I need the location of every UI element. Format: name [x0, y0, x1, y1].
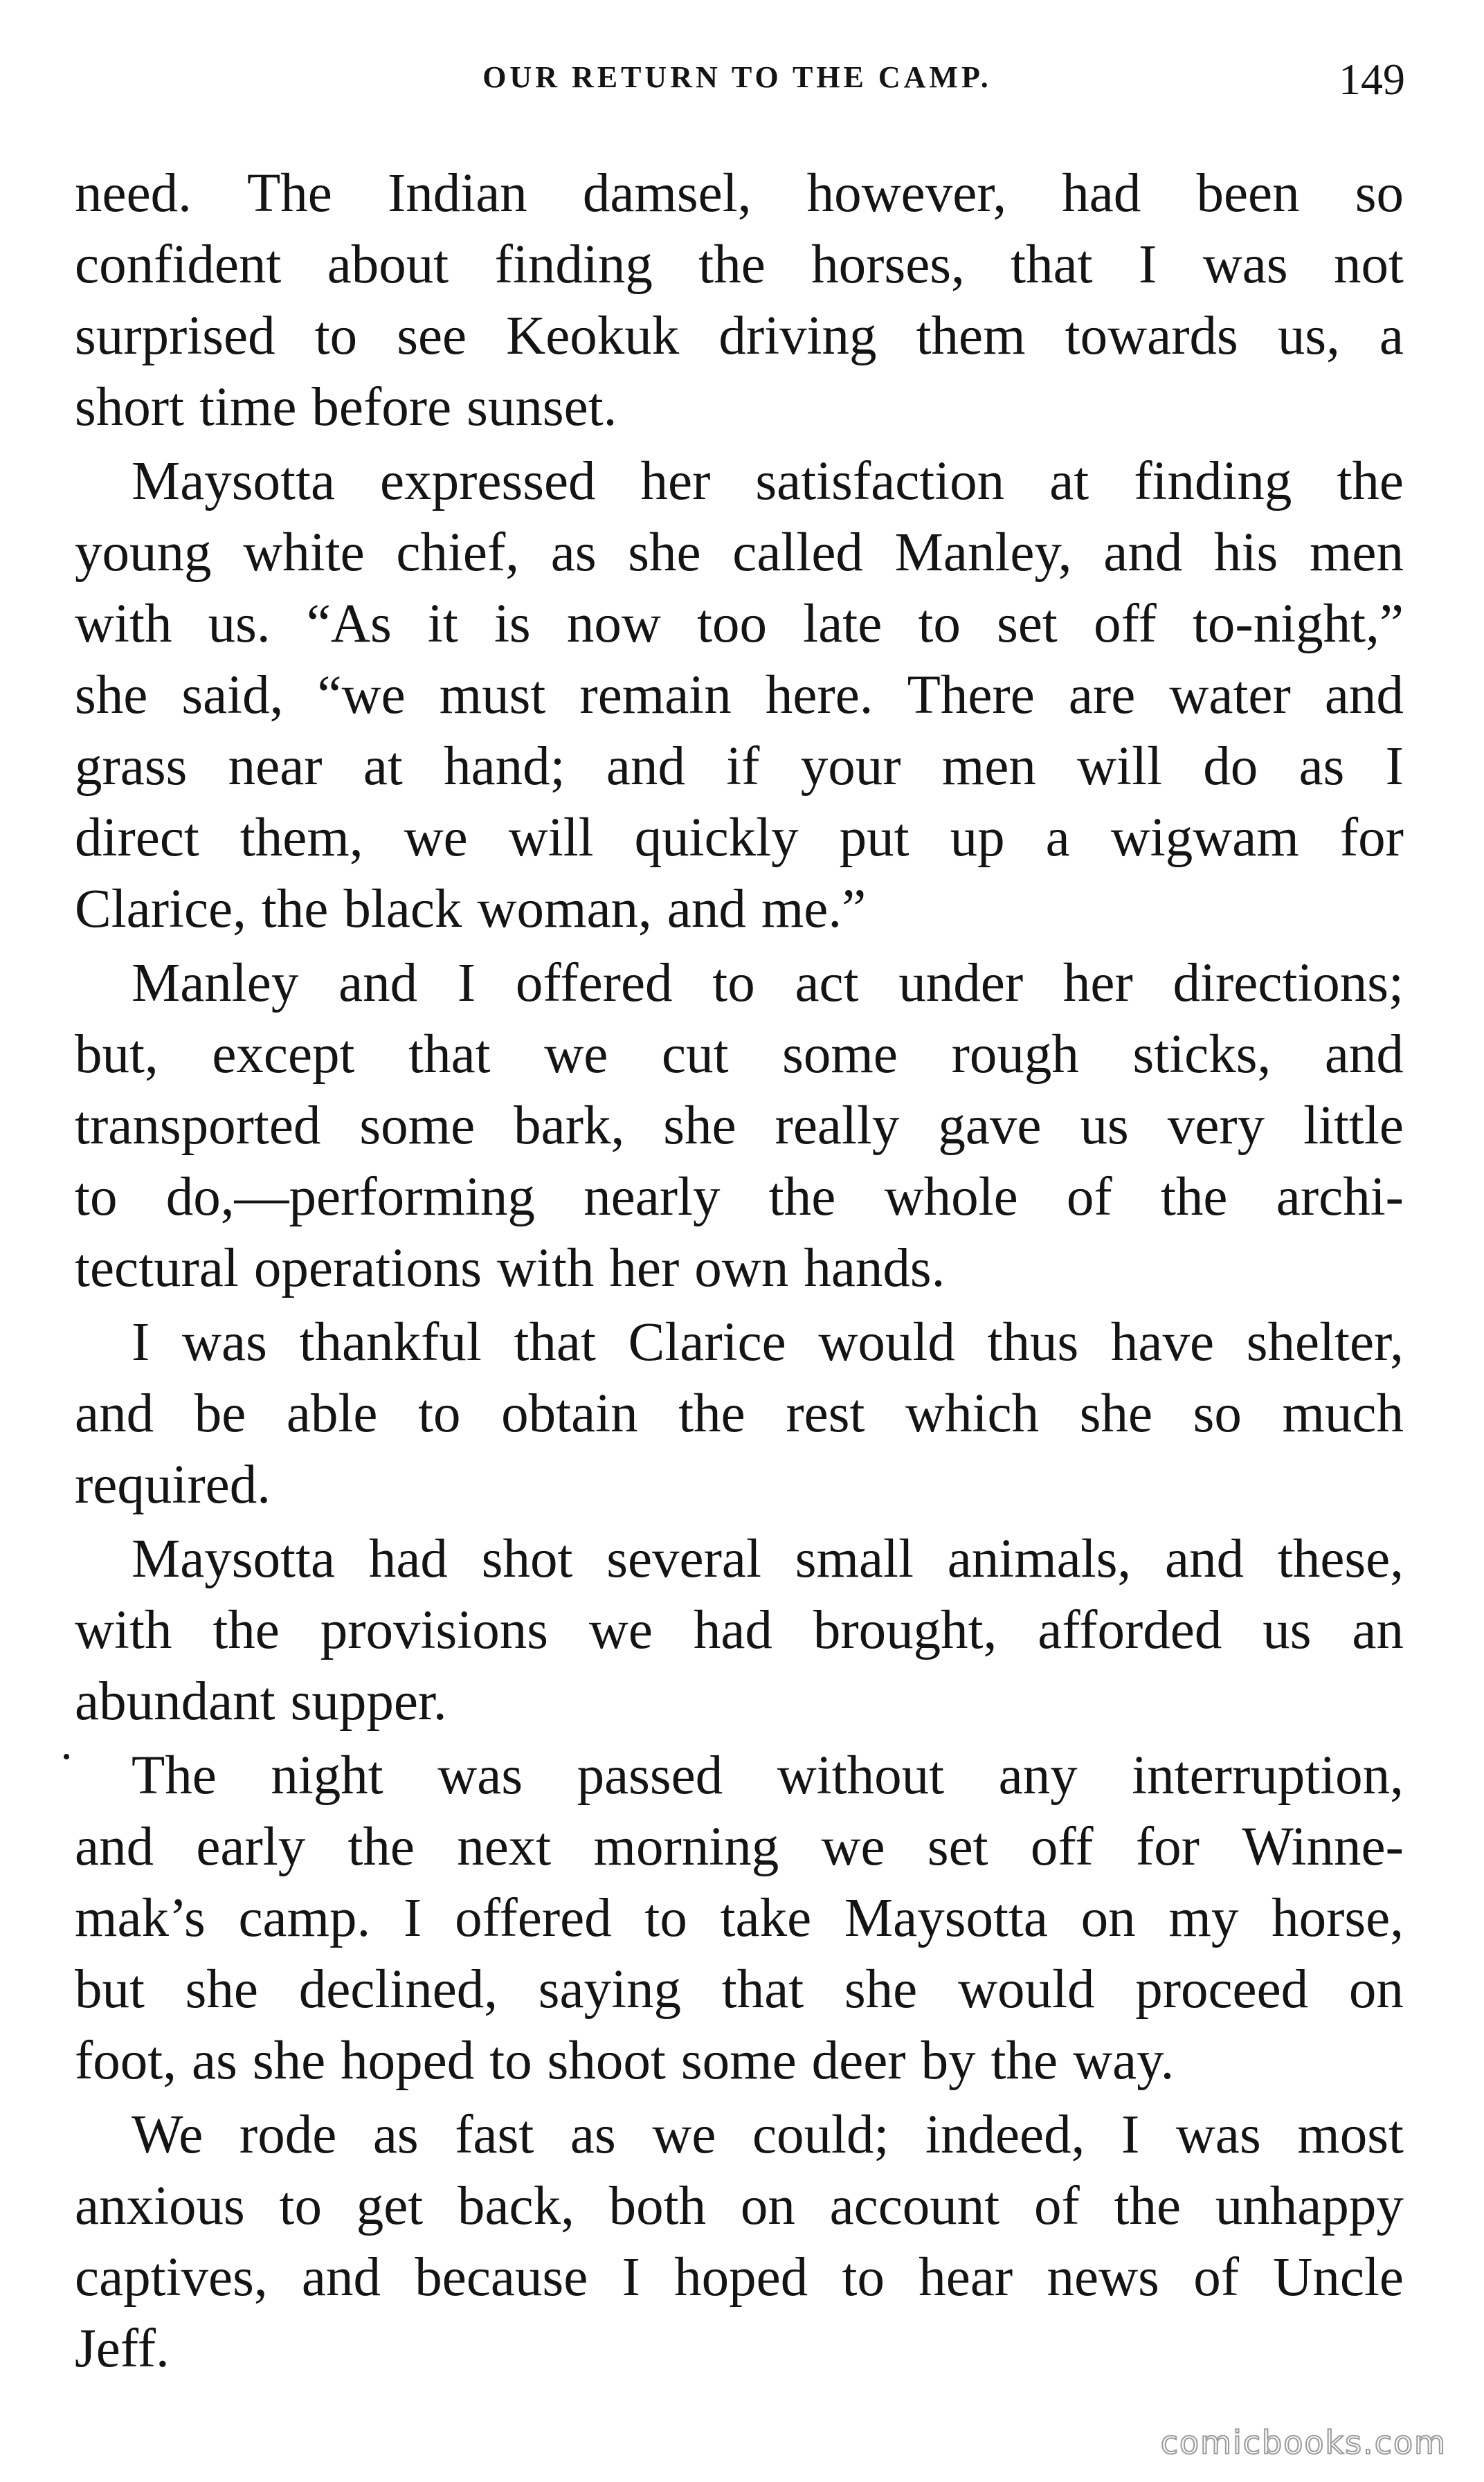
watermark: comicbooks.com [1160, 2424, 1447, 2461]
text-line: with the provisions we had brought, afforded us an [75, 1600, 1404, 1660]
text-line: with us. “As it is now too late to set off to-night,” [75, 594, 1404, 654]
text-line: short time before sunset. [75, 377, 617, 437]
text-line: and be able to obtain the rest which she so much [75, 1384, 1404, 1444]
text-line: foot, as she hoped to shoot some deer by the way. [75, 2031, 1175, 2091]
text-line: tectural operations with her own hands. [75, 1238, 945, 1298]
text-line: direct them, we will quickly put up a wigwam for [75, 808, 1404, 868]
text-line: transported some bark, she really gave us very little [75, 1096, 1404, 1156]
text-line: Jeff. [75, 2319, 170, 2379]
stray-ink-mark [64, 1754, 69, 1759]
running-title: OUR RETURN TO THE CAMP. [482, 60, 992, 94]
text-line: but, except that we cut some rough sticks, and [75, 1024, 1404, 1085]
text-line: confident about finding the horses, that I was not [75, 235, 1404, 295]
text-line: Maysotta expressed her satisfaction at finding the [132, 451, 1404, 511]
text-line: Maysotta had shot several small animals, and these, [132, 1529, 1404, 1589]
text-line: need. The Indian damsel, however, had been so [75, 163, 1404, 224]
paragraph [75, 948, 1404, 1304]
text-line: anxious to get back, both on account of the unhappy [75, 2176, 1404, 2236]
text-line: Clarice, the black woman, and me.” [75, 879, 867, 939]
text-line: Manley and I offered to act under her directions; [132, 953, 1404, 1013]
body-text [75, 158, 1404, 2387]
text-line: I was thankful that Clarice would thus have shelter, [132, 1312, 1404, 1373]
text-line: surprised to see Keokuk driving them towards us, a [75, 306, 1404, 366]
text-line: abundant supper. [75, 1672, 447, 1732]
text-line: but she declined, saying that she would proceed on [75, 1959, 1404, 2020]
paragraph [75, 158, 1404, 443]
text-line: she said, “we must remain here. There are water and [75, 665, 1404, 725]
page-number: 149 [1339, 55, 1405, 104]
text-line: to do,—performing nearly the whole of the archi- [75, 1167, 1404, 1227]
text-line: and early the next morning we set off for Winne- [75, 1817, 1404, 1877]
text-line: captives, and because I hoped to hear news of Uncle [75, 2247, 1404, 2308]
paragraph [75, 1740, 1404, 2096]
text-line: young white chief, as she called Manley, and his men [75, 523, 1404, 583]
text-line: We rode as fast as we could; indeed, I was most [132, 2105, 1404, 2165]
text-line: grass near at hand; and if your men will do as I [75, 736, 1404, 797]
paragraph [75, 446, 1404, 945]
paragraph [75, 2099, 1404, 2384]
paragraph [75, 1523, 1404, 1737]
paragraph [75, 1307, 1404, 1521]
text-line: The night was passed without any interruption, [132, 1746, 1404, 1806]
text-line: mak’s camp. I offered to take Maysotta on my horse, [75, 1888, 1404, 1948]
running-head [69, 54, 1405, 109]
text-line: required. [75, 1455, 271, 1515]
